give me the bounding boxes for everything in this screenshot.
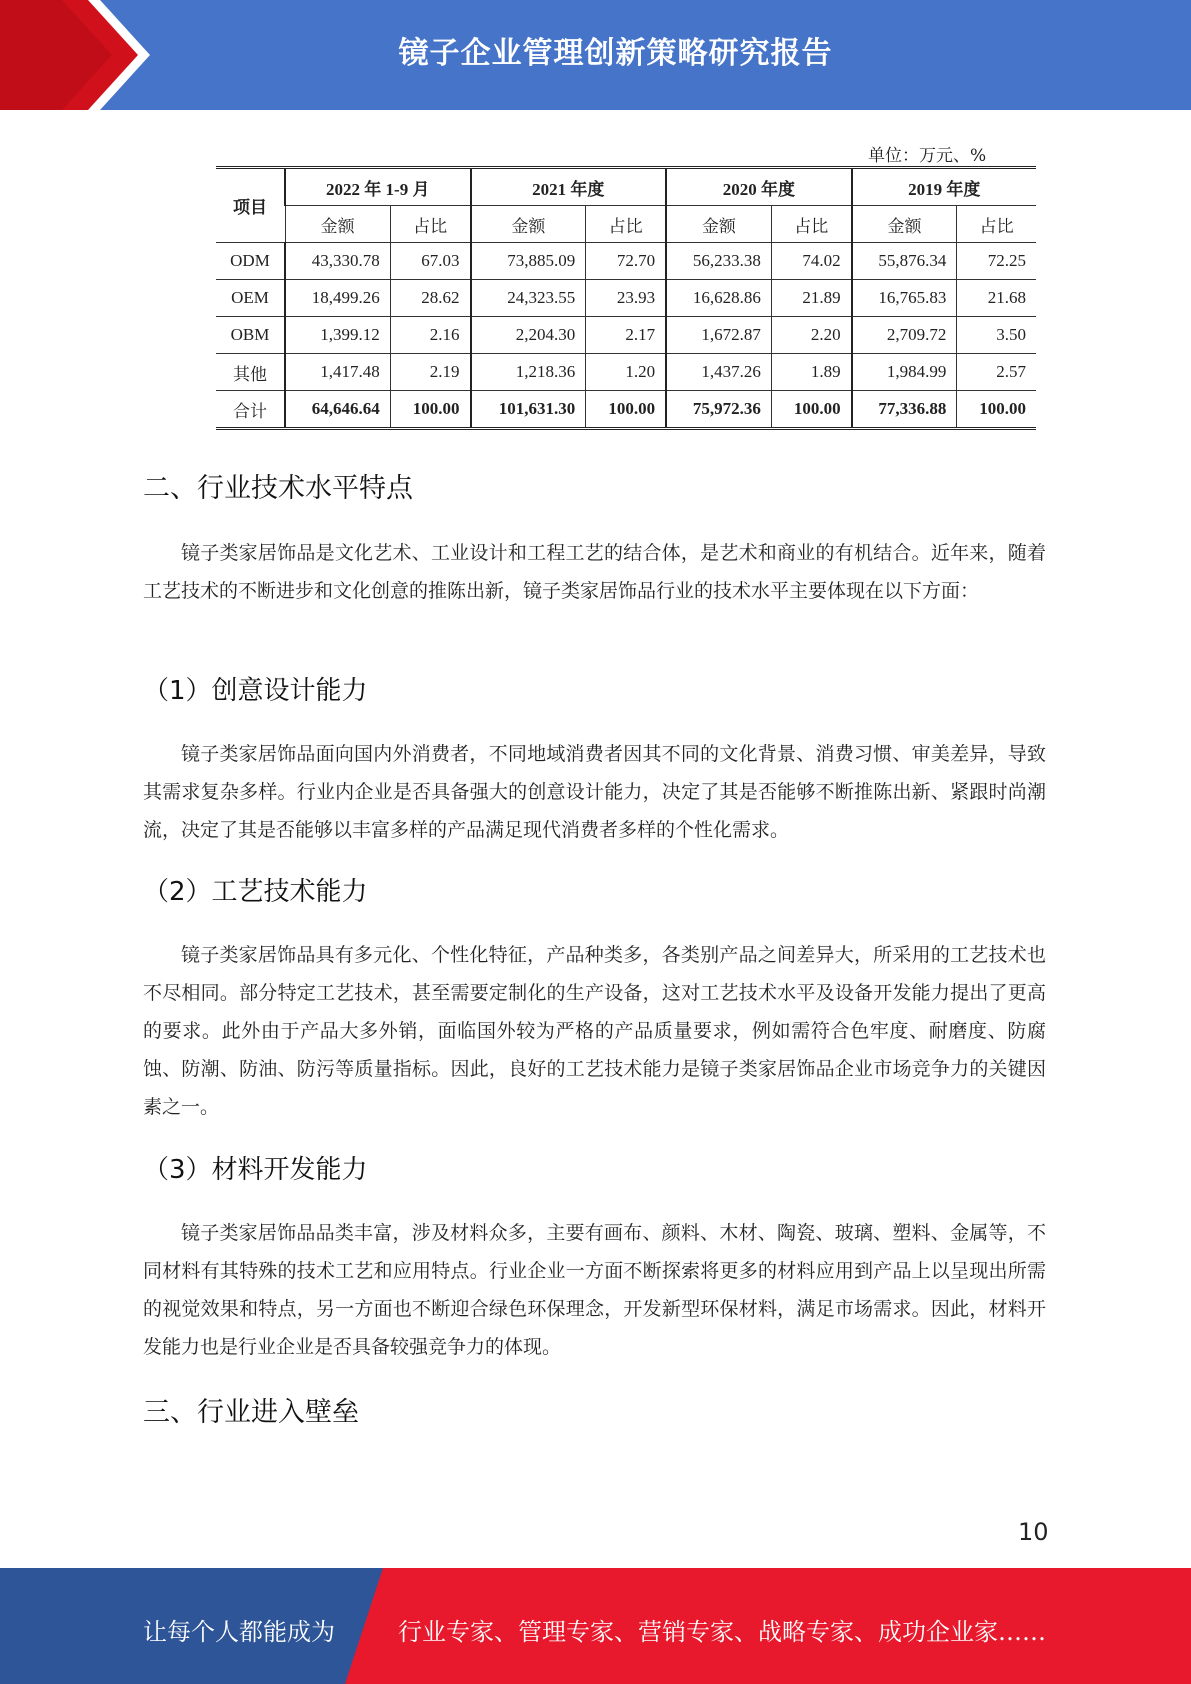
- table-cell: 2.57: [957, 354, 1036, 391]
- table-cell: 101,631.30: [471, 391, 586, 429]
- paragraph: 镜子类家居饰品品类丰富，涉及材料众多，主要有画布、颜料、木材、陶瓷、玻璃、塑料、金属等，不同材料有其特殊的技术工艺和应用特点。行业企业一方面不断探索将更多的材料应用到产品上以呈现出所需的视觉效果和特点，另一方面也不断迎合绿色环保理念，开发新型环保材料，满足市场需求。因此，材料开发能力也是行业企业是否具备较强竞争力的体现。: [143, 1222, 1046, 1358]
- table-cell: 100.00: [586, 391, 666, 429]
- table-unit-note: 单位：万元、%: [868, 146, 987, 166]
- table-cell: 72.25: [957, 243, 1036, 280]
- row-label: ODM: [216, 243, 285, 280]
- table-cell: 72.70: [586, 243, 666, 280]
- table-subheader-row: [216, 206, 1036, 243]
- paragraph: 镜子类家居饰品面向国内外消费者，不同地域消费者因其不同的文化背景、消费习惯、审美差异，导致其需求复杂多样。行业内企业是否具备强大的创意设计能力，决定了其是否能够不断推陈出新、紧跟时尚潮流，决定了其是否能够以丰富多样的产品满足现代消费者多样的个性化需求。: [143, 743, 1046, 841]
- table-cell: 77,336.88: [852, 391, 957, 429]
- table-cell: 73,885.09: [471, 243, 586, 280]
- table-cell: 16,765.83: [852, 280, 957, 317]
- report-title: 镜子企业管理创新策略研究报告: [398, 36, 833, 71]
- share-header: 占比: [957, 206, 1036, 243]
- table-cell: 100.00: [957, 391, 1036, 429]
- table-cell: 1,437.26: [666, 354, 771, 391]
- table-cell: 74.02: [771, 243, 851, 280]
- table-row: [216, 280, 1036, 317]
- subsection-heading: （1）创意设计能力: [143, 676, 368, 706]
- table-row: [216, 317, 1036, 354]
- table-row: [216, 243, 1036, 280]
- row-label: 合计: [216, 391, 285, 429]
- table-cell: 1,672.87: [666, 317, 771, 354]
- table-cell: 21.68: [957, 280, 1036, 317]
- table-cell: 100.00: [390, 391, 470, 429]
- paragraph: 镜子类家居饰品具有多元化、个性化特征，产品种类多，各类别产品之间差异大，所采用的工艺技术也不尽相同。部分特定工艺技术，甚至需要定制化的生产设备，这对工艺技术水平及设备开发能力提出了更高的要求。此外由于产品大多外销，面临国外较为严格的产品质量要求，例如需符合色牢度、耐磨度、防腐蚀、防潮、防油、防污等质量指标。因此，良好的工艺技术能力是镜子类家居饰品企业市场竞争力的关键因素之一。: [143, 944, 1046, 1118]
- period-header: 2021 年度: [471, 168, 667, 206]
- paragraph: 镜子类家居饰品是文化艺术、工业设计和工程工艺的结合体，是艺术和商业的有机结合。近年来，随着工艺技术的不断进步和文化创意的推陈出新，镜子类家居饰品行业的技术水平主要体现在以下方面：: [143, 542, 1046, 602]
- period-header: 2022 年 1-9 月: [285, 168, 471, 206]
- table-cell: 24,323.55: [471, 280, 586, 317]
- table-cell: 3.50: [957, 317, 1036, 354]
- item-header: 项目: [216, 168, 285, 243]
- header-banner: [0, 0, 1191, 110]
- table-cell: 1.20: [586, 354, 666, 391]
- amount-header: 金额: [852, 206, 957, 243]
- section-heading: 二、行业技术水平特点: [143, 473, 413, 504]
- table-cell: 64,646.64: [285, 391, 390, 429]
- footer-roles: 行业专家、管理专家、营销专家、战略专家、成功企业家……: [398, 1618, 1046, 1646]
- table-cell: 2.17: [586, 317, 666, 354]
- table-cell: 1,218.36: [471, 354, 586, 391]
- table-cell: 67.03: [390, 243, 470, 280]
- table-cell: 2,709.72: [852, 317, 957, 354]
- amount-header: 金额: [285, 206, 390, 243]
- share-header: 占比: [771, 206, 851, 243]
- table-header-row: [216, 168, 1036, 206]
- table-cell: 16,628.86: [666, 280, 771, 317]
- table-cell: 43,330.78: [285, 243, 390, 280]
- table-cell: 2.20: [771, 317, 851, 354]
- subsection-heading: （3）材料开发能力: [143, 1155, 368, 1185]
- table-cell: 56,233.38: [666, 243, 771, 280]
- revenue-table: [216, 166, 1036, 430]
- row-label: OBM: [216, 317, 285, 354]
- period-header: 2020 年度: [666, 168, 852, 206]
- table-cell: 18,499.26: [285, 280, 390, 317]
- footer-slogan: 让每个人都能成为: [143, 1618, 335, 1646]
- table-cell: 1,417.48: [285, 354, 390, 391]
- table-cell: 28.62: [390, 280, 470, 317]
- table-cell: 2.16: [390, 317, 470, 354]
- table-cell: 2,204.30: [471, 317, 586, 354]
- table-cell: 2.19: [390, 354, 470, 391]
- share-header: 占比: [390, 206, 470, 243]
- row-label: OEM: [216, 280, 285, 317]
- table-cell: 1,984.99: [852, 354, 957, 391]
- table-cell: 21.89: [771, 280, 851, 317]
- table-total-row: [216, 391, 1036, 429]
- section-heading: 三、行业进入壁垒: [143, 1397, 359, 1428]
- amount-header: 金额: [666, 206, 771, 243]
- table-cell: 1,399.12: [285, 317, 390, 354]
- footer-banner: [0, 1568, 1191, 1684]
- table-cell: 23.93: [586, 280, 666, 317]
- subsection-heading: （2）工艺技术能力: [143, 877, 368, 907]
- table-cell: 55,876.34: [852, 243, 957, 280]
- table-cell: 1.89: [771, 354, 851, 391]
- table-row: [216, 354, 1036, 391]
- table-cell: 75,972.36: [666, 391, 771, 429]
- period-header: 2019 年度: [852, 168, 1036, 206]
- page-number: 10: [1018, 1518, 1049, 1546]
- table-cell: 100.00: [771, 391, 851, 429]
- share-header: 占比: [586, 206, 666, 243]
- row-label: 其他: [216, 354, 285, 391]
- amount-header: 金额: [471, 206, 586, 243]
